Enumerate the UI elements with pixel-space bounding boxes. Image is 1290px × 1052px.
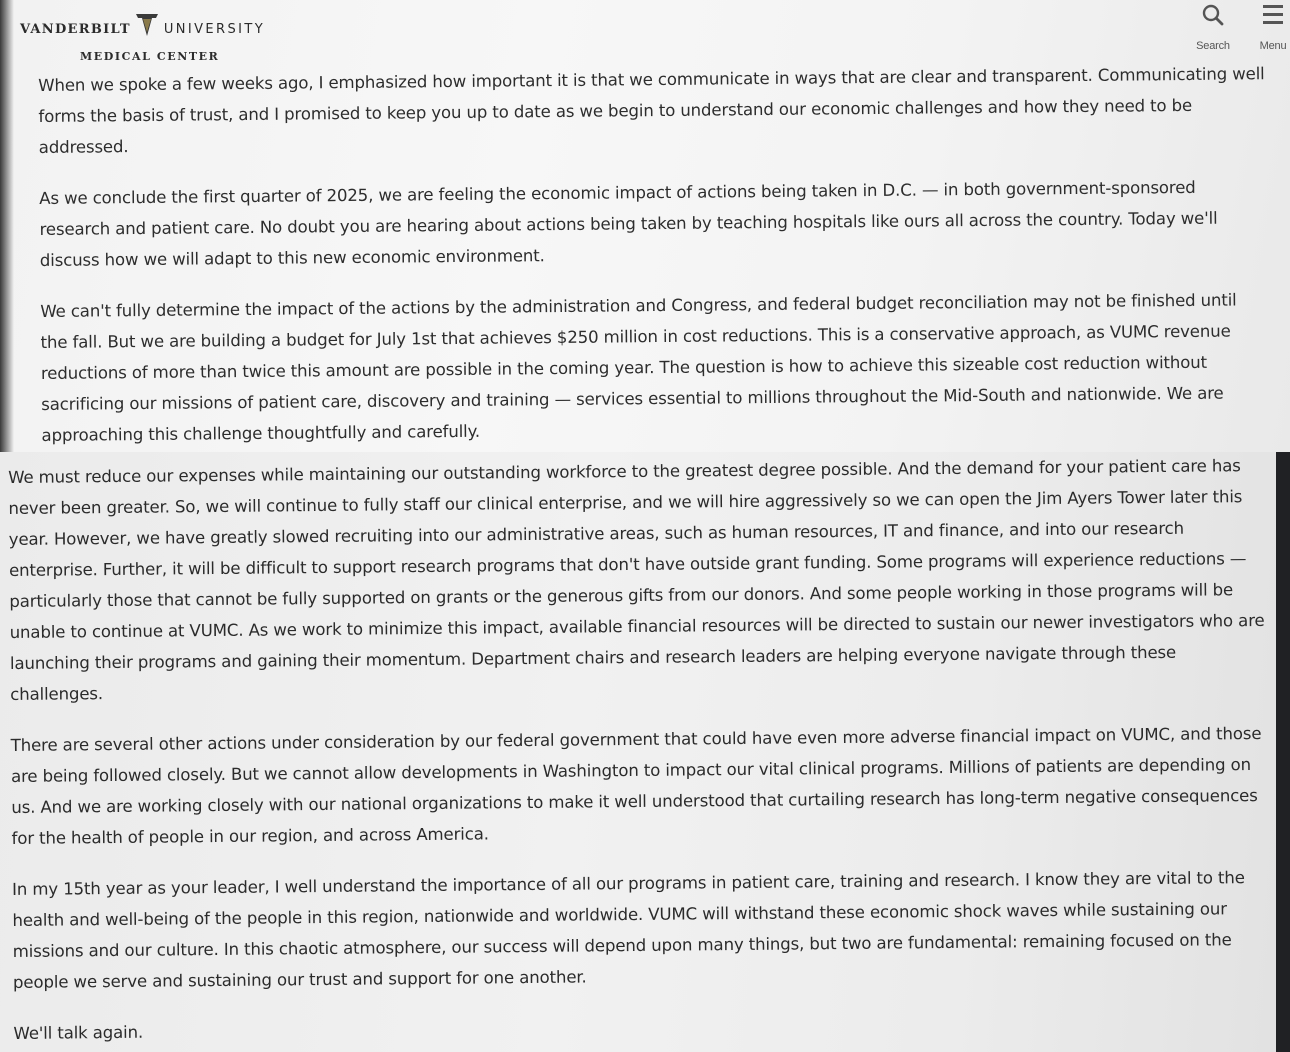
logo-word-university: UNIVERSITY (163, 21, 266, 37)
letter-paragraph: There are several other actions under consideration by our federal government that could have even more adverse financial impact on VUMC, and those are being followed closely. But we cannot allow developments in Washington to impact our vital clinical programs. Millions of patients are depending on us. And we are working closely with our national organizations to make it well understood that curtailing research has long-term negative consequences for the health of people in our region, and across America. (10, 723, 1262, 848)
logo-word-vanderbilt: VANDERBILT (20, 21, 131, 37)
top-screenshot-panel (0, 0, 1290, 452)
search-icon (1200, 2, 1226, 28)
logo-wordmark (20, 20, 265, 38)
oak-leaf-v-icon (135, 12, 159, 38)
letter-closing: We'll talk again. (13, 1022, 144, 1043)
letter-body-bottom (8, 452, 1276, 1052)
search-button[interactable] (1184, 0, 1242, 56)
menu-button[interactable] (1244, 0, 1290, 56)
letter-paragraph: As we conclude the first quarter of 2025, we are feeling the economic impact of actions being taken in D.C. — in both government-sponsored research and patient care. No doubt you are hearing about actions being taken by teaching hospitals like ours all across the country. Today we'll discuss how we will adapt to this new economic environment. (39, 177, 1218, 270)
letter-paragraph: We must reduce our expenses while maintaining our outstanding workforce to the greatest degree possible. And the demand for your patient care has never been greater. So, we will continue to fully staff our clinical enterprise, and we will hire aggressively so we can open the Jim Ayers Tower later this year. However, we have greatly slowed recruiting into our administrative areas, such as human resources, IT and finance, and into our research enterprise. Further, it will be difficult to support research programs that don't have outside grant funding. Some programs will experience reductions — particularly those that cannot be fully supported on grants or the generous gifts from our donors. And some people working in those programs will be unable to continue at VUMC. As we work to minimize this impact, available financial resources will be directed to sustain our newer investigators who are launching their programs and gaining their momentum. Department chairs and research leaders are helping everyone navigate through these challenges. (8, 456, 1265, 704)
letter-paragraph: In my 15th year as your leader, I well understand the importance of all our programs in patient care, training and research. I know they are vital to the health and well-being of the people in this region, nationwide and worldwide. VUMC will withstand these economic shock waves while sustaining our missions and our culture. In this chaotic atmosphere, our success will depend upon many things, but two are fundamental: remaining focused on the people we serve and sustaining our trust and support for one another. (12, 868, 1245, 992)
logo-subtitle: MEDICAL CENTER (80, 50, 220, 63)
letter-paragraph: We can't fully determine the impact of the actions by the administration and Congress, and federal budget reconciliation may not be finished until the fall. But we are building a budget for July 1st that achieves $250 million in cost reductions. This is a conservative approach, as VUMC revenue reductions of more than twice this amount are possible in the coming year. The question is how to achieve this sizeable cost reduction without sacrificing our missions of patient care, discovery and training — services essential to millions throughout the Mid-South and nationwide. We are approaching this challenge thoughtfully and carefully. (40, 290, 1237, 445)
bottom-screenshot-panel (0, 452, 1276, 1052)
letter-body-top (38, 58, 1270, 452)
vumc-logo[interactable] (20, 14, 320, 68)
hamburger-menu-icon (1260, 2, 1286, 28)
menu-label: Menu (1259, 40, 1287, 52)
letter-paragraph: When we spoke a few weeks ago, I emphasized how important it is that we communicate in ways that are clear and transparent. Communicating well forms the basis of trust, and I promised to keep you up to date as we begin to understand our economic challenges and how they need to be addressed. (38, 64, 1265, 157)
search-label: Search (1196, 40, 1230, 52)
